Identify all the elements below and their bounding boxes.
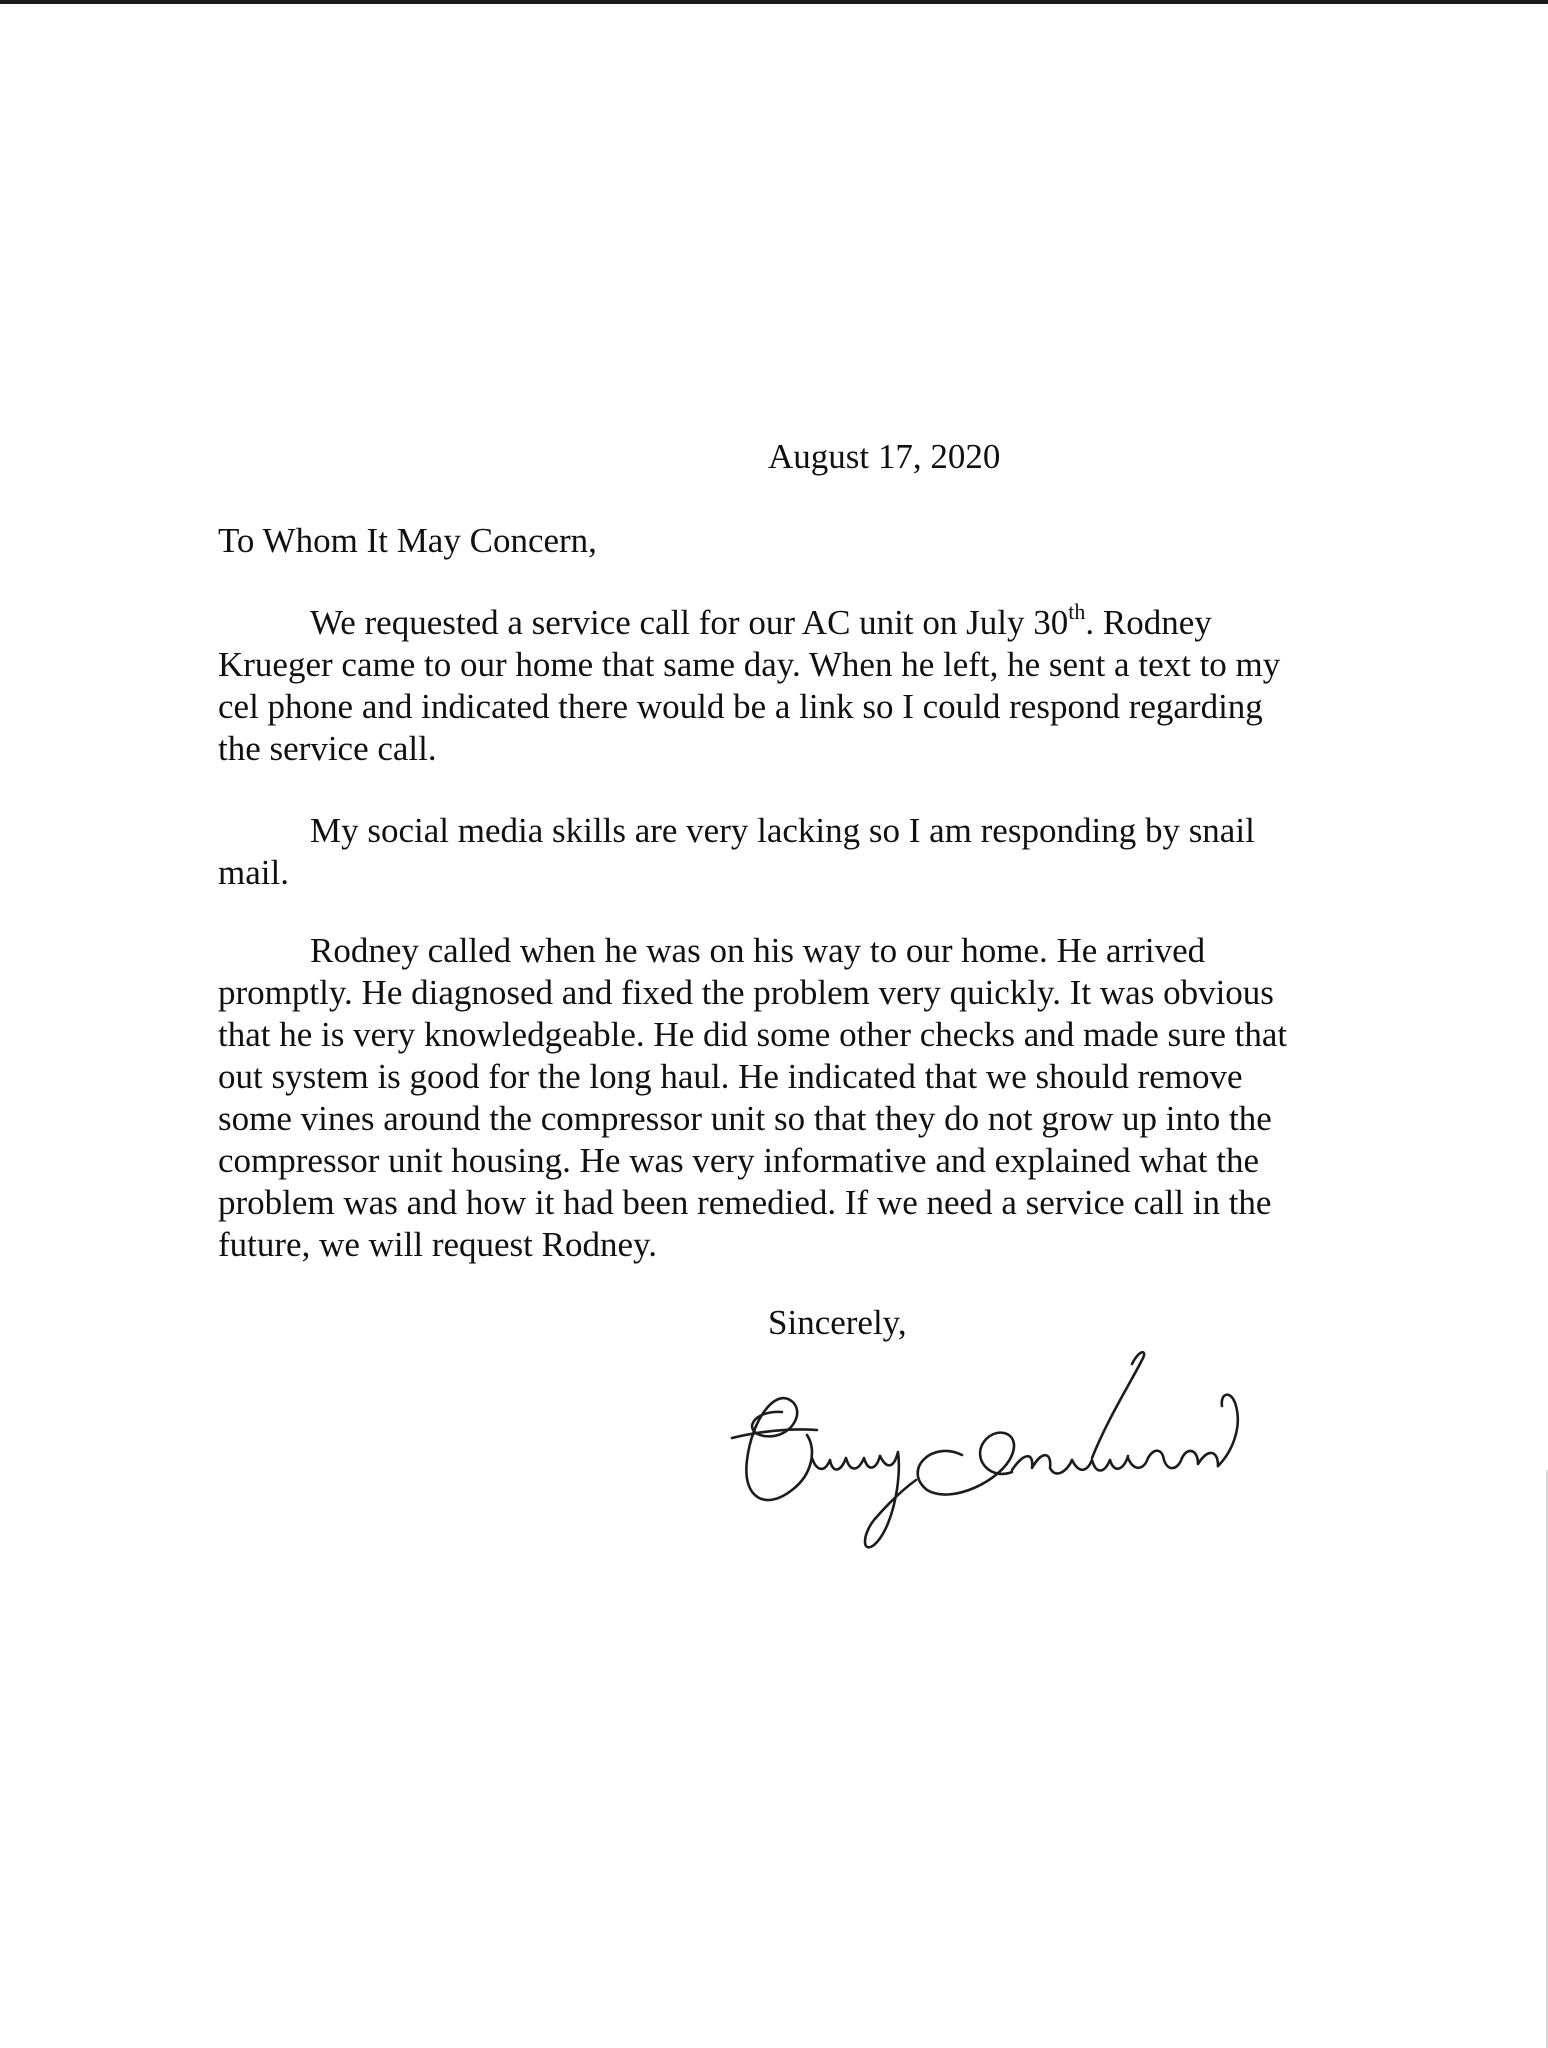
paragraph-line: that he is very knowledgeable. He did some other checks and made sure that — [218, 1015, 1288, 1054]
handwritten-signature — [712, 1340, 1272, 1570]
paragraph-snail-mail — [218, 810, 1348, 894]
paragraph-service-request — [218, 599, 1348, 770]
paragraph-line: problem was and how it had been remedied. If we need a service call in the — [218, 1183, 1272, 1222]
paragraph-service-review — [218, 930, 1348, 1266]
paragraph-line: the service call. — [218, 729, 437, 768]
paragraph-line: My social media skills are very lacking so I am responding by snail — [310, 811, 1255, 850]
paragraph-line: mail. — [218, 853, 289, 892]
paragraph-line: cel phone and indicated there would be a link so I could respond regarding — [218, 687, 1263, 726]
paragraph-line: some vines around the compressor unit so that they do not grow up into the — [218, 1099, 1272, 1138]
paragraph-line: Rodney called when he was on his way to our home. He arrived — [310, 931, 1206, 970]
paragraph-line: Krueger came to our home that same day. When he left, he sent a text to my — [218, 645, 1281, 684]
paragraph-line: promptly. He diagnosed and fixed the problem very quickly. It was obvious — [218, 973, 1274, 1012]
ordinal-suffix: th — [1068, 599, 1086, 625]
line-text: We requested a service call for our AC unit on July 30 — [310, 603, 1069, 642]
letter-date: August 17, 2020 — [768, 437, 1001, 476]
salutation: To Whom It May Concern, — [218, 521, 597, 560]
paragraph-line: out system is good for the long haul. He indicated that we should remove — [218, 1057, 1243, 1096]
paragraph-line — [218, 599, 1348, 644]
scan-edge-top — [0, 0, 1548, 4]
paragraph-line: compressor unit housing. He was very informative and explained what the — [218, 1141, 1259, 1180]
closing: Sincerely, — [768, 1303, 907, 1342]
line-text: . Rodney — [1085, 603, 1212, 642]
paragraph-line: future, we will request Rodney. — [218, 1225, 658, 1264]
